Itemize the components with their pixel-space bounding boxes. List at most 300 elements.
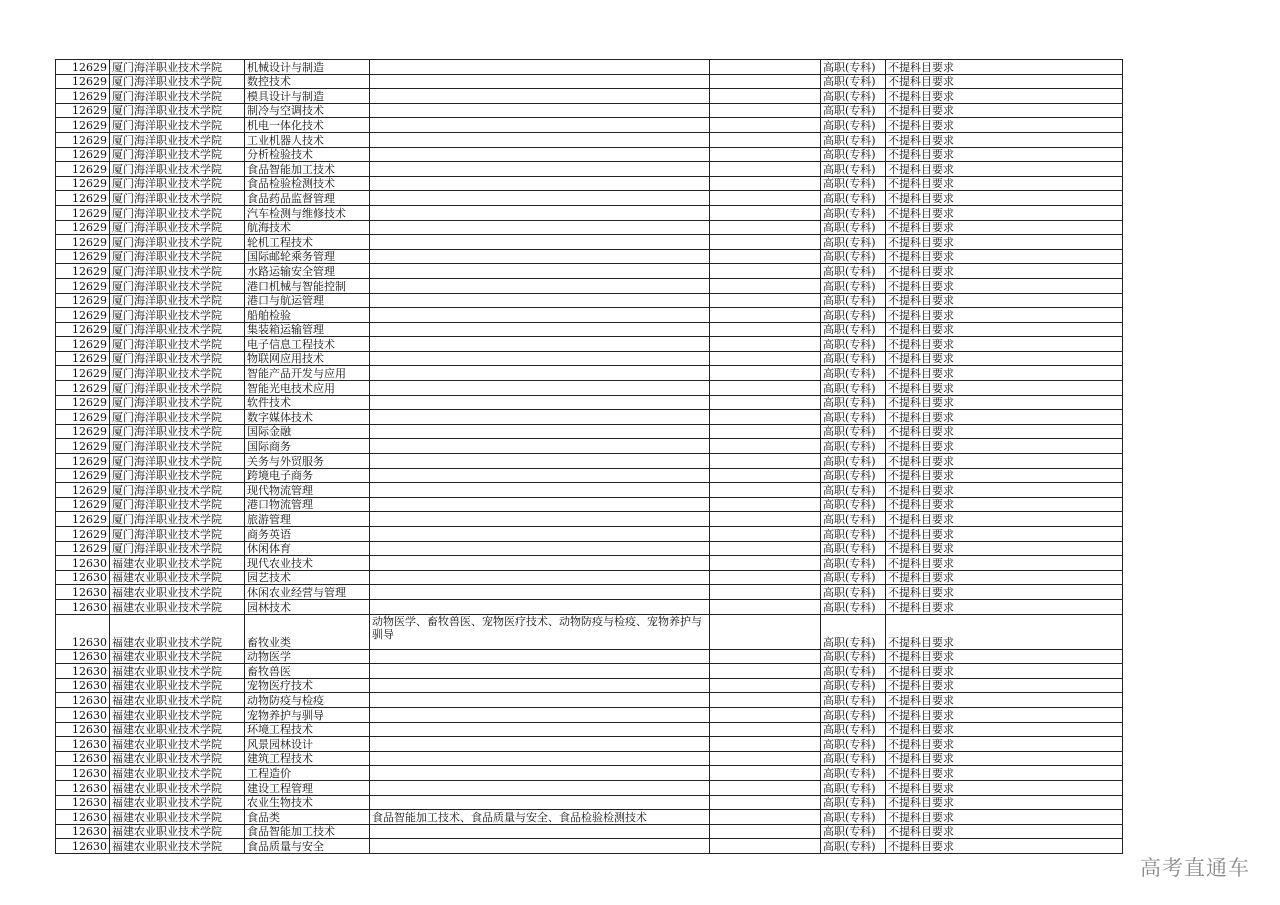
cell-school-name: 厦门海洋职业技术学院 [110, 235, 245, 250]
cell-major-includes [370, 824, 710, 839]
cell-major-name: 模具设计与制造 [245, 89, 370, 104]
cell-major-name: 数控技术 [245, 74, 370, 89]
cell-subject-requirement: 不提科目要求 [886, 556, 1123, 571]
cell-school-name: 福建农业职业技术学院 [110, 737, 245, 752]
cell-school-name: 福建农业职业技术学院 [110, 614, 245, 649]
cell-level: 高职(专科) [821, 512, 886, 527]
cell-subject-requirement: 不提科目要求 [886, 103, 1123, 118]
cell-notes [710, 191, 821, 206]
cell-major-name: 畜牧业类 [245, 614, 370, 649]
cell-major-includes [370, 132, 710, 147]
cell-notes [710, 585, 821, 600]
cell-notes [710, 74, 821, 89]
cell-major-includes [370, 541, 710, 556]
cell-school-name: 厦门海洋职业技术学院 [110, 278, 245, 293]
cell-subject-requirement: 不提科目要求 [886, 60, 1123, 75]
cell-major-name: 动物医学 [245, 649, 370, 664]
table-row [56, 570, 1123, 585]
table-row [56, 454, 1123, 469]
cell-school-name: 福建农业职业技术学院 [110, 795, 245, 810]
cell-notes [710, 649, 821, 664]
cell-subject-requirement: 不提科目要求 [886, 176, 1123, 191]
table-row [56, 410, 1123, 425]
cell-major-name: 休闲体育 [245, 541, 370, 556]
cell-subject-requirement: 不提科目要求 [886, 795, 1123, 810]
table-row [56, 395, 1123, 410]
table-row [56, 220, 1123, 235]
table-row [56, 118, 1123, 133]
cell-major-includes [370, 570, 710, 585]
cell-major-name: 商务英语 [245, 527, 370, 542]
cell-level: 高职(专科) [821, 410, 886, 425]
cell-notes [710, 293, 821, 308]
cell-school-code: 12629 [56, 468, 110, 483]
cell-notes [710, 468, 821, 483]
cell-major-name: 数字媒体技术 [245, 410, 370, 425]
cell-major-includes [370, 191, 710, 206]
cell-subject-requirement: 不提科目要求 [886, 249, 1123, 264]
cell-notes [710, 541, 821, 556]
cell-school-name: 厦门海洋职业技术学院 [110, 322, 245, 337]
cell-school-name: 福建农业职业技术学院 [110, 824, 245, 839]
cell-level: 高职(专科) [821, 780, 886, 795]
cell-major-includes: 食品智能加工技术、食品质量与安全、食品检验检测技术 [370, 810, 710, 825]
cell-school-name: 厦门海洋职业技术学院 [110, 483, 245, 498]
cell-school-code: 12630 [56, 707, 110, 722]
cell-level: 高职(专科) [821, 60, 886, 75]
cell-major-includes [370, 89, 710, 104]
cell-school-code: 12629 [56, 351, 110, 366]
cell-notes [710, 235, 821, 250]
cell-notes [710, 664, 821, 679]
cell-major-includes [370, 664, 710, 679]
cell-notes [710, 795, 821, 810]
table-row [56, 74, 1123, 89]
cell-major-includes [370, 737, 710, 752]
cell-major-includes [370, 162, 710, 177]
cell-major-includes [370, 439, 710, 454]
cell-school-code: 12629 [56, 176, 110, 191]
cell-school-code: 12629 [56, 74, 110, 89]
table-row [56, 599, 1123, 614]
cell-notes [710, 132, 821, 147]
cell-level: 高职(专科) [821, 235, 886, 250]
cell-major-includes [370, 839, 710, 854]
cell-school-name: 厦门海洋职业技术学院 [110, 366, 245, 381]
cell-subject-requirement: 不提科目要求 [886, 810, 1123, 825]
cell-notes [710, 454, 821, 469]
cell-notes [710, 614, 821, 649]
cell-notes [710, 722, 821, 737]
cell-major-name: 国际金融 [245, 424, 370, 439]
cell-major-name: 软件技术 [245, 395, 370, 410]
cell-notes [710, 162, 821, 177]
cell-school-code: 12629 [56, 132, 110, 147]
cell-school-code: 12630 [56, 795, 110, 810]
cell-subject-requirement: 不提科目要求 [886, 722, 1123, 737]
cell-notes [710, 839, 821, 854]
cell-school-name: 厦门海洋职业技术学院 [110, 147, 245, 162]
cell-subject-requirement: 不提科目要求 [886, 395, 1123, 410]
cell-notes [710, 556, 821, 571]
cell-school-name: 福建农业职业技术学院 [110, 751, 245, 766]
cell-major-name: 园艺技术 [245, 570, 370, 585]
admission-table [55, 59, 1123, 854]
cell-level: 高职(专科) [821, 824, 886, 839]
cell-subject-requirement: 不提科目要求 [886, 766, 1123, 781]
cell-school-name: 福建农业职业技术学院 [110, 678, 245, 693]
cell-school-code: 12629 [56, 60, 110, 75]
cell-level: 高职(专科) [821, 337, 886, 352]
cell-major-includes [370, 707, 710, 722]
cell-subject-requirement: 不提科目要求 [886, 512, 1123, 527]
cell-school-name: 厦门海洋职业技术学院 [110, 89, 245, 104]
cell-major-name: 分析检验技术 [245, 147, 370, 162]
cell-major-name: 宠物医疗技术 [245, 678, 370, 693]
cell-subject-requirement: 不提科目要求 [886, 162, 1123, 177]
table-row [56, 278, 1123, 293]
cell-major-name: 智能光电技术应用 [245, 381, 370, 396]
cell-level: 高职(专科) [821, 468, 886, 483]
cell-subject-requirement: 不提科目要求 [886, 570, 1123, 585]
cell-notes [710, 737, 821, 752]
cell-level: 高职(专科) [821, 89, 886, 104]
cell-level: 高职(专科) [821, 664, 886, 679]
cell-major-includes [370, 264, 710, 279]
cell-school-code: 12629 [56, 395, 110, 410]
cell-major-name: 风景园林设计 [245, 737, 370, 752]
cell-subject-requirement: 不提科目要求 [886, 824, 1123, 839]
cell-school-code: 12629 [56, 322, 110, 337]
cell-school-name: 厦门海洋职业技术学院 [110, 249, 245, 264]
cell-subject-requirement: 不提科目要求 [886, 649, 1123, 664]
cell-notes [710, 570, 821, 585]
cell-level: 高职(专科) [821, 649, 886, 664]
table-row [56, 235, 1123, 250]
cell-major-includes [370, 424, 710, 439]
cell-level: 高职(专科) [821, 541, 886, 556]
cell-major-name: 建筑工程技术 [245, 751, 370, 766]
cell-school-name: 厦门海洋职业技术学院 [110, 512, 245, 527]
cell-school-code: 12629 [56, 191, 110, 206]
cell-subject-requirement: 不提科目要求 [886, 278, 1123, 293]
cell-level: 高职(专科) [821, 556, 886, 571]
cell-level: 高职(专科) [821, 264, 886, 279]
table-row [56, 191, 1123, 206]
cell-school-code: 12629 [56, 424, 110, 439]
cell-school-name: 厦门海洋职业技术学院 [110, 74, 245, 89]
cell-subject-requirement: 不提科目要求 [886, 235, 1123, 250]
cell-school-name: 福建农业职业技术学院 [110, 839, 245, 854]
cell-major-name: 轮机工程技术 [245, 235, 370, 250]
cell-major-includes [370, 454, 710, 469]
cell-major-name: 跨境电子商务 [245, 468, 370, 483]
cell-school-code: 12629 [56, 366, 110, 381]
cell-major-includes: 动物医学、畜牧兽医、宠物医疗技术、动物防疫与检疫、宠物养护与驯导 [370, 614, 710, 649]
cell-level: 高职(专科) [821, 810, 886, 825]
table-row [56, 839, 1123, 854]
cell-school-name: 厦门海洋职业技术学院 [110, 293, 245, 308]
cell-school-code: 12629 [56, 439, 110, 454]
cell-level: 高职(专科) [821, 483, 886, 498]
cell-major-name: 关务与外贸服务 [245, 454, 370, 469]
cell-major-name: 食品质量与安全 [245, 839, 370, 854]
cell-level: 高职(专科) [821, 74, 886, 89]
cell-notes [710, 824, 821, 839]
cell-school-name: 厦门海洋职业技术学院 [110, 220, 245, 235]
cell-notes [710, 322, 821, 337]
cell-major-name: 园林技术 [245, 599, 370, 614]
cell-school-code: 12630 [56, 839, 110, 854]
cell-subject-requirement: 不提科目要求 [886, 118, 1123, 133]
cell-major-includes [370, 766, 710, 781]
cell-level: 高职(专科) [821, 293, 886, 308]
cell-school-code: 12630 [56, 824, 110, 839]
cell-major-name: 现代农业技术 [245, 556, 370, 571]
cell-school-code: 12629 [56, 454, 110, 469]
cell-notes [710, 410, 821, 425]
cell-major-includes [370, 220, 710, 235]
cell-level: 高职(专科) [821, 176, 886, 191]
cell-major-includes [370, 497, 710, 512]
cell-level: 高职(专科) [821, 766, 886, 781]
cell-school-code: 12630 [56, 556, 110, 571]
cell-school-name: 福建农业职业技术学院 [110, 780, 245, 795]
table-row [56, 60, 1123, 75]
table-row [56, 512, 1123, 527]
cell-level: 高职(专科) [821, 191, 886, 206]
cell-subject-requirement: 不提科目要求 [886, 678, 1123, 693]
cell-subject-requirement: 不提科目要求 [886, 839, 1123, 854]
cell-subject-requirement: 不提科目要求 [886, 707, 1123, 722]
table-row [56, 649, 1123, 664]
cell-notes [710, 264, 821, 279]
cell-subject-requirement: 不提科目要求 [886, 751, 1123, 766]
cell-level: 高职(专科) [821, 722, 886, 737]
cell-major-includes [370, 556, 710, 571]
table-row [56, 614, 1123, 649]
cell-school-name: 福建农业职业技术学院 [110, 664, 245, 679]
cell-school-name: 厦门海洋职业技术学院 [110, 424, 245, 439]
cell-major-name: 现代物流管理 [245, 483, 370, 498]
cell-school-code: 12630 [56, 693, 110, 708]
cell-major-name: 食品智能加工技术 [245, 824, 370, 839]
cell-level: 高职(专科) [821, 527, 886, 542]
cell-level: 高职(专科) [821, 614, 886, 649]
cell-major-includes [370, 351, 710, 366]
cell-level: 高职(专科) [821, 678, 886, 693]
cell-school-name: 厦门海洋职业技术学院 [110, 381, 245, 396]
table-row [56, 693, 1123, 708]
cell-subject-requirement: 不提科目要求 [886, 737, 1123, 752]
table-row [56, 337, 1123, 352]
cell-major-includes [370, 147, 710, 162]
table-row [56, 585, 1123, 600]
cell-notes [710, 337, 821, 352]
cell-level: 高职(专科) [821, 454, 886, 469]
cell-school-name: 厦门海洋职业技术学院 [110, 191, 245, 206]
cell-level: 高职(专科) [821, 132, 886, 147]
cell-major-includes [370, 512, 710, 527]
cell-school-code: 12629 [56, 220, 110, 235]
cell-notes [710, 381, 821, 396]
cell-major-name: 港口机械与智能控制 [245, 278, 370, 293]
cell-level: 高职(专科) [821, 220, 886, 235]
cell-level: 高职(专科) [821, 570, 886, 585]
cell-notes [710, 810, 821, 825]
cell-subject-requirement: 不提科目要求 [886, 191, 1123, 206]
cell-subject-requirement: 不提科目要求 [886, 205, 1123, 220]
cell-school-name: 厦门海洋职业技术学院 [110, 497, 245, 512]
table-row [56, 439, 1123, 454]
cell-subject-requirement: 不提科目要求 [886, 132, 1123, 147]
cell-school-name: 厦门海洋职业技术学院 [110, 351, 245, 366]
cell-level: 高职(专科) [821, 693, 886, 708]
cell-level: 高职(专科) [821, 366, 886, 381]
cell-subject-requirement: 不提科目要求 [886, 780, 1123, 795]
cell-subject-requirement: 不提科目要求 [886, 693, 1123, 708]
cell-major-includes [370, 468, 710, 483]
cell-major-name: 宠物养护与驯导 [245, 707, 370, 722]
cell-major-includes [370, 308, 710, 323]
cell-school-name: 福建农业职业技术学院 [110, 585, 245, 600]
cell-notes [710, 176, 821, 191]
cell-school-code: 12630 [56, 614, 110, 649]
cell-school-code: 12629 [56, 483, 110, 498]
table-row [56, 497, 1123, 512]
cell-school-code: 12629 [56, 278, 110, 293]
table-row [56, 780, 1123, 795]
cell-major-includes [370, 235, 710, 250]
table-row [56, 147, 1123, 162]
cell-major-name: 国际商务 [245, 439, 370, 454]
cell-school-name: 福建农业职业技术学院 [110, 766, 245, 781]
table-row [56, 366, 1123, 381]
cell-notes [710, 483, 821, 498]
cell-major-includes [370, 366, 710, 381]
cell-school-code: 12629 [56, 249, 110, 264]
cell-major-name: 环境工程技术 [245, 722, 370, 737]
cell-notes [710, 707, 821, 722]
cell-notes [710, 89, 821, 104]
cell-school-name: 厦门海洋职业技术学院 [110, 308, 245, 323]
cell-subject-requirement: 不提科目要求 [886, 337, 1123, 352]
cell-level: 高职(专科) [821, 737, 886, 752]
table-row [56, 468, 1123, 483]
cell-school-code: 12630 [56, 599, 110, 614]
cell-school-code: 12630 [56, 766, 110, 781]
cell-school-code: 12630 [56, 585, 110, 600]
cell-school-code: 12629 [56, 118, 110, 133]
cell-school-code: 12630 [56, 664, 110, 679]
cell-school-name: 厦门海洋职业技术学院 [110, 454, 245, 469]
cell-school-code: 12629 [56, 162, 110, 177]
cell-subject-requirement: 不提科目要求 [886, 293, 1123, 308]
cell-level: 高职(专科) [821, 381, 886, 396]
cell-school-code: 12629 [56, 89, 110, 104]
cell-level: 高职(专科) [821, 162, 886, 177]
cell-major-includes [370, 322, 710, 337]
cell-subject-requirement: 不提科目要求 [886, 74, 1123, 89]
cell-level: 高职(专科) [821, 147, 886, 162]
cell-level: 高职(专科) [821, 424, 886, 439]
cell-major-name: 食品药品监督管理 [245, 191, 370, 206]
cell-notes [710, 118, 821, 133]
table-row [56, 527, 1123, 542]
cell-notes [710, 527, 821, 542]
cell-level: 高职(专科) [821, 585, 886, 600]
cell-school-name: 厦门海洋职业技术学院 [110, 103, 245, 118]
cell-notes [710, 147, 821, 162]
cell-major-name: 休闲农业经营与管理 [245, 585, 370, 600]
cell-level: 高职(专科) [821, 118, 886, 133]
table-row [56, 89, 1123, 104]
table-row [56, 351, 1123, 366]
cell-school-name: 厦门海洋职业技术学院 [110, 439, 245, 454]
cell-subject-requirement: 不提科目要求 [886, 89, 1123, 104]
cell-major-includes [370, 410, 710, 425]
cell-school-code: 12629 [56, 337, 110, 352]
cell-notes [710, 308, 821, 323]
table-body [56, 60, 1123, 854]
cell-school-name: 福建农业职业技术学院 [110, 556, 245, 571]
cell-major-name: 工业机器人技术 [245, 132, 370, 147]
cell-subject-requirement: 不提科目要求 [886, 147, 1123, 162]
cell-subject-requirement: 不提科目要求 [886, 527, 1123, 542]
cell-major-name: 物联网应用技术 [245, 351, 370, 366]
cell-school-name: 厦门海洋职业技术学院 [110, 132, 245, 147]
cell-level: 高职(专科) [821, 795, 886, 810]
cell-subject-requirement: 不提科目要求 [886, 410, 1123, 425]
watermark-text: 高考直通车 [1140, 856, 1250, 880]
cell-subject-requirement: 不提科目要求 [886, 322, 1123, 337]
cell-major-name: 旅游管理 [245, 512, 370, 527]
cell-school-name: 厦门海洋职业技术学院 [110, 162, 245, 177]
table-row [56, 293, 1123, 308]
cell-subject-requirement: 不提科目要求 [886, 439, 1123, 454]
cell-major-name: 智能产品开发与应用 [245, 366, 370, 381]
cell-notes [710, 60, 821, 75]
cell-school-name: 厦门海洋职业技术学院 [110, 264, 245, 279]
cell-subject-requirement: 不提科目要求 [886, 381, 1123, 396]
cell-major-includes [370, 483, 710, 498]
cell-school-code: 12629 [56, 235, 110, 250]
cell-school-name: 厦门海洋职业技术学院 [110, 60, 245, 75]
cell-school-name: 厦门海洋职业技术学院 [110, 205, 245, 220]
cell-school-name: 厦门海洋职业技术学院 [110, 176, 245, 191]
cell-major-includes [370, 176, 710, 191]
cell-level: 高职(专科) [821, 599, 886, 614]
cell-subject-requirement: 不提科目要求 [886, 351, 1123, 366]
table-row [56, 322, 1123, 337]
cell-school-code: 12630 [56, 810, 110, 825]
cell-major-name: 机电一体化技术 [245, 118, 370, 133]
cell-subject-requirement: 不提科目要求 [886, 424, 1123, 439]
cell-school-name: 福建农业职业技术学院 [110, 707, 245, 722]
table-row [56, 751, 1123, 766]
table-row [56, 541, 1123, 556]
cell-major-name: 港口与航运管理 [245, 293, 370, 308]
cell-school-name: 福建农业职业技术学院 [110, 810, 245, 825]
cell-school-code: 12630 [56, 780, 110, 795]
cell-school-name: 福建农业职业技术学院 [110, 599, 245, 614]
table-row [56, 132, 1123, 147]
cell-subject-requirement: 不提科目要求 [886, 308, 1123, 323]
cell-major-includes [370, 74, 710, 89]
cell-major-name: 航海技术 [245, 220, 370, 235]
cell-notes [710, 103, 821, 118]
cell-subject-requirement: 不提科目要求 [886, 220, 1123, 235]
